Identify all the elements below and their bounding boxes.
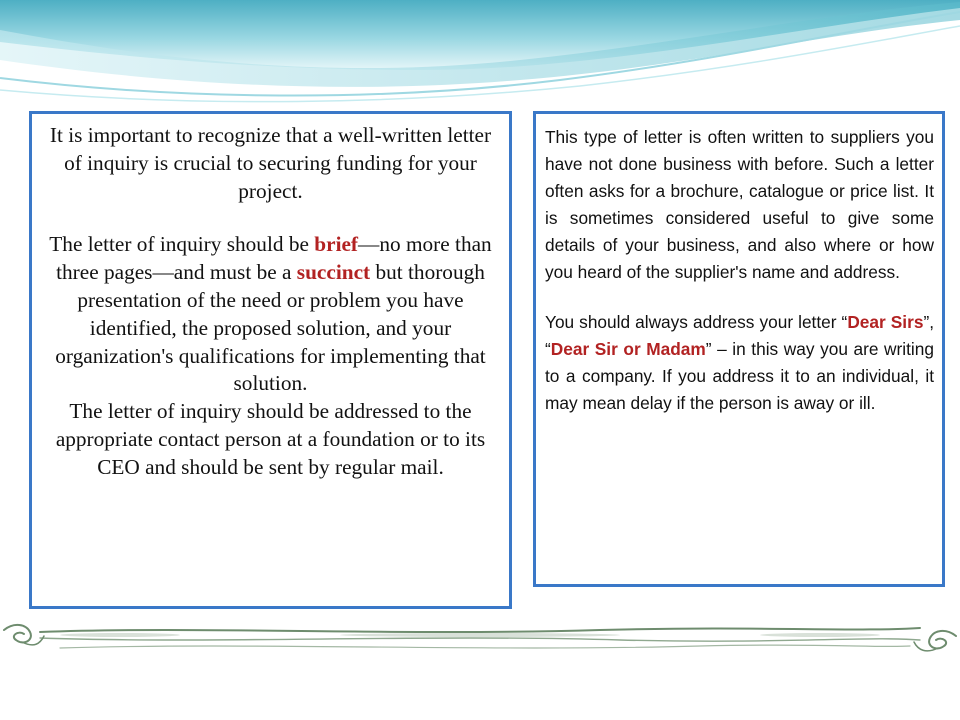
left-p2-text-a: The letter of inquiry should be bbox=[49, 232, 315, 257]
right-p2-text-a: You should always address your letter “ bbox=[545, 312, 848, 333]
left-paragraph-2 bbox=[40, 231, 501, 398]
bottom-rule-decoration bbox=[0, 618, 960, 664]
right-p2-text-b: ”, “ bbox=[545, 312, 934, 360]
right-paragraph-2 bbox=[545, 309, 934, 417]
emphasis-brief: brief bbox=[314, 232, 359, 257]
right-paragraph-1: This type of letter is often written to suppliers you have not done business with before. Such a letter often asks for a brochure, catalogue or price list. It is sometimes considered useful to give some details of your business, and also where or how you heard of the supplier's name and address. bbox=[545, 127, 934, 282]
salutation-dear-sir-or-madam: Dear Sir or Madam bbox=[550, 339, 706, 360]
left-text-box bbox=[29, 111, 512, 609]
right-text-body bbox=[545, 124, 934, 417]
emphasis-succinct: succinct bbox=[296, 260, 371, 285]
right-text-box bbox=[533, 111, 945, 587]
left-paragraph-3: The letter of inquiry should be addressed to the appropriate contact person at a foundation or to its CEO and should be sent by regular mail. bbox=[55, 399, 486, 479]
top-wave-decoration bbox=[0, 0, 960, 110]
left-text-body bbox=[40, 122, 501, 482]
salutation-dear-sirs: Dear Sirs bbox=[847, 312, 924, 333]
left-p2-text-c: but thorough presentation of the need or problem you have identified, the proposed solution, and your organization's qualifications for implementing that solution. bbox=[55, 260, 486, 396]
left-p2-text-b: —no more than three pages—and must be a bbox=[56, 232, 492, 285]
right-p2-text-c: ” – in this way you are writing to a company. If you address it to an individual, it may mean delay if the person is away or ill. bbox=[545, 339, 934, 414]
left-paragraph-1: It is important to recognize that a well-written letter of inquiry is crucial to securing funding for your project. bbox=[49, 123, 492, 203]
